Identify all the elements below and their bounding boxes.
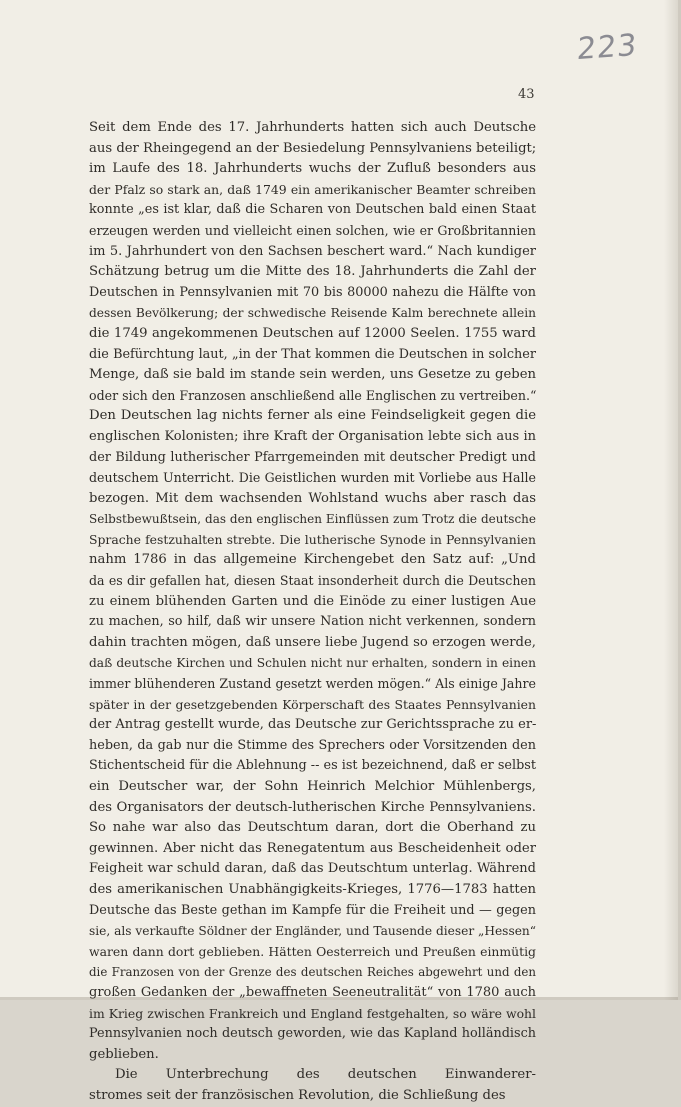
text-line: Die Unterbrechung des deutschen Einwanderer-	[115, 1067, 536, 1083]
text-line: dessen Bevölkerung; der schwedische Reisende Kalm berechnete allein	[89, 306, 536, 321]
text-line: der Antrag gestellt wurde, das Deutsche zur Gerichtssprache zu er-	[89, 717, 536, 733]
text-line: Pennsylvanien noch deutsch geworden, wie das Kapland holländisch	[89, 1026, 536, 1042]
text-line: des amerikanischen Unabhängigkeits-Krieges, 1776—1783 hatten	[89, 881, 536, 897]
text-line: Den Deutschen lag nichts ferner als eine Feindseligkeit gegen die	[89, 408, 536, 424]
text-line: Seit dem Ende des 17. Jahrhunderts hatten sich auch Deutsche	[89, 120, 536, 135]
text-line: im Krieg zwischen Frankreich und England festgehalten, so wäre wohl	[89, 1005, 536, 1021]
text-line: Feigheit war schuld daran, daß das Deutschtum unterlag. Während	[89, 861, 536, 877]
text-line: geblieben.	[89, 1046, 159, 1062]
text-line: die 1749 angekommenen Deutschen auf 12000 Seelen. 1755 ward	[89, 325, 536, 341]
text-line: deutschem Unterricht. Die Geistlichen wurden mit Vorliebe aus Halle	[89, 470, 536, 486]
text-line: erzeugen werden und vielleicht einen solchen, wie er Großbritannien	[89, 222, 536, 238]
text-line: sie, als verkaufte Söldner der Engländer, und Tausende dieser „Hessen“	[89, 924, 536, 939]
text-line: aus der Rheingegend an der Besiedelung Pennsylvaniens beteiligt;	[89, 140, 536, 156]
text-line: Stichentscheid für die Ablehnung -- es ist bezeichnend, daß er selbst	[89, 758, 536, 774]
body-text	[89, 118, 536, 1107]
text-line: oder sich den Franzosen anschließend alle Englischen zu vertreiben.“	[89, 387, 536, 403]
text-line: Deutschen in Pennsylvanien mit 70 bis 80000 nahezu die Hälfte von	[89, 284, 536, 300]
text-line: gewinnen. Aber nicht das Renegatentum aus Bescheidenheit oder	[89, 840, 536, 856]
text-line: zu machen, so hilf, daß wir unsere Nation nicht verkennen, sondern	[89, 614, 536, 630]
text-line: zu einem blühenden Garten und die Einöde zu einer lustigen Aue	[89, 593, 536, 609]
text-line: englischen Kolonisten; ihre Kraft der Organisation lebte sich aus in	[89, 428, 536, 444]
handwritten-folio-number: 223	[575, 27, 639, 68]
page-number: 43	[518, 87, 535, 102]
text-line: die Befürchtung laut, „in der That kommen die Deutschen in solcher	[89, 346, 536, 362]
text-line: waren dann dort geblieben. Hätten Oesterreich und Preußen einmütig	[89, 943, 536, 959]
text-line: da es dir gefallen hat, diesen Staat insonderheit durch die Deutschen	[89, 573, 536, 589]
text-line: ein Deutscher war, der Sohn Heinrich Melchior Mühlenbergs,	[89, 779, 536, 794]
text-line: daß deutsche Kirchen und Schulen nicht nur erhalten, sondern in einen	[89, 656, 536, 671]
text-line: im Laufe des 18. Jahrhunderts wuchs der Zufluß besonders aus	[89, 161, 536, 177]
text-line: Sprache festzuhalten strebte. Die lutherische Synode in Pennsylvanien	[89, 531, 536, 547]
text-line: die Franzosen von der Grenze des deutschen Reiches abgewehrt und den	[89, 965, 536, 980]
text-line: Menge, daß sie bald im stande sein werden, uns Gesetze zu geben	[89, 367, 536, 383]
text-line: konnte „es ist klar, daß die Scharen von Deutschen bald einen Staat	[89, 202, 536, 218]
text-line: der Pfalz so stark an, daß 1749 ein amerikanischer Beamter schreiben	[89, 181, 536, 197]
text-line: So nahe war also das Deutschtum daran, dort die Oberhand zu	[89, 820, 536, 836]
text-line: später in der gesetzgebenden Körperschaft des Staates Pennsylvanien	[89, 696, 536, 712]
text-line: heben, da gab nur die Stimme des Sprechers oder Vorsitzenden den	[89, 737, 536, 753]
text-line: Selbstbewußtsein, das den englischen Einflüssen zum Trotz die deutsche	[89, 512, 536, 527]
text-line: der Bildung lutherischer Pfarrgemeinden mit deutscher Predigt und	[89, 449, 536, 465]
text-line: nahm 1786 in das allgemeine Kirchengebet den Satz auf: „Und	[89, 552, 536, 568]
text-line: im 5. Jahrhundert von den Sachsen beschert ward.“ Nach kundiger	[89, 243, 536, 259]
text-line: Schätzung betrug um die Mitte des 18. Jahrhunderts die Zahl der	[89, 264, 536, 280]
page-edge-shadow	[664, 0, 678, 1000]
text-line: stromes seit der französischen Revolution, die Schließung des	[89, 1087, 506, 1103]
text-line: dahin trachten mögen, daß unsere liebe Jugend so erzogen werde,	[89, 634, 536, 650]
text-line: Deutsche das Beste gethan im Kampfe für die Freiheit und — gegen	[89, 902, 536, 918]
text-line: großen Gedanken der „bewaffneten Seeneutralität“ von 1780 auch	[89, 984, 536, 1000]
text-line: bezogen. Mit dem wachsenden Wohlstand wuchs aber rasch das	[89, 490, 536, 506]
text-line: immer blühenderen Zustand gesetzt werden mögen.“ Als einige Jahre	[89, 676, 536, 692]
text-line: des Organisators der deutsch-lutherischen Kirche Pennsylvaniens.	[89, 799, 536, 815]
